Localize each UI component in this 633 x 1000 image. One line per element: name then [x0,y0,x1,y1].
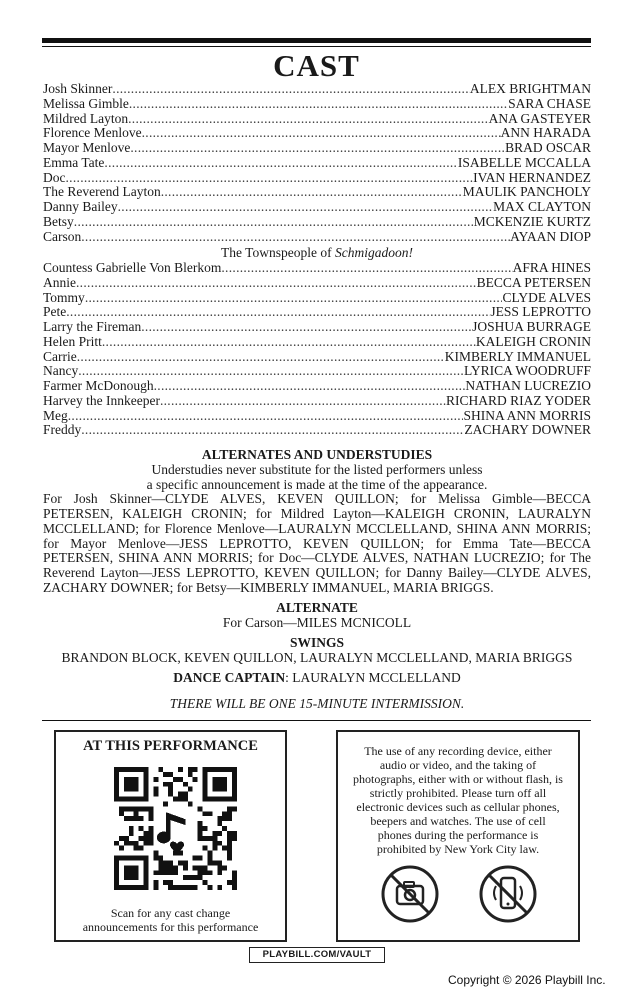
understudies-list: For Josh Skinner—CLYDE ALVES, KEVEN QUILLON; for Melissa Gimble—BECCA PETERSEN, KALEIGH CRONIN; for Mildred Layton—KALEIGH CRONIN, LAURALYN MCCLELLAND; for Florence Menlove—LAURALYN MCCLELLAND, SHINA ANN MORRIS; for Mayor Menlove—JESS LEPROTTO, KEVEN QUILLON; for Emma Tate—BECCA PETERSEN, SHINA ANN MORRIS; for Doc—CLYDE ALVES, NATHAN LUCREZIO; for The Reverend Layton—JESS LEPROTTO, KEVEN QUILLON; for Danny Bailey—CLYDE ALVES, ZACHARY DOWNER; for Betsy—KIMBERLY IMMANUEL, MARIA BRIGGS. [43,491,591,595]
dot-leader [142,126,501,141]
cast-row [43,320,591,335]
cast-row [43,185,591,200]
actor-name: ALEX BRIGHTMAN [469,81,591,96]
townspeople-cast [43,261,591,438]
actor-name: MAX CLAYTON [493,199,591,214]
intermission-section [43,697,591,712]
role-name: Doc [43,169,66,185]
dance-captain-label: DANCE CAPTAIN [173,670,286,685]
actor-name: MAULIK PANCHOLY [462,184,591,200]
role-name: Carrie [43,348,77,364]
alternate-section [43,601,591,631]
top-rule-thin [42,46,591,47]
cast-row [43,276,591,291]
copyright: Copyright © 2026 Playbill Inc. [448,973,606,987]
role-name: Harvey the Innkeeper [43,392,160,408]
cast-row [43,335,591,350]
role-name: Florence Menlove [43,125,142,141]
recording-notice-box [336,730,580,942]
actor-name: SARA CHASE [508,95,591,111]
dot-leader [78,364,464,379]
cast-row [43,350,591,365]
cast-row [43,364,591,379]
actor-name: KALEIGH CRONIN [475,333,591,349]
page-title: CAST [273,48,360,83]
role-name: Freddy [43,422,82,438]
cast-row [43,156,591,171]
role-name: Carson [43,228,82,244]
actor-name: AFRA HINES [512,260,591,275]
actor-name: LYRICA WOODRUFF [463,363,591,379]
dot-leader [221,261,512,276]
dot-leader [102,335,476,350]
role-name: Meg [43,407,68,423]
cast-list [43,82,591,438]
townspeople-heading [43,246,591,261]
role-name: Melissa Gimble [43,95,129,111]
show-title: Schmigadoon! [334,245,413,261]
understudies-heading: ALTERNATES AND UNDERSTUDIES [201,447,433,462]
dot-leader [74,215,474,230]
dot-leader [104,156,457,171]
role-name: Mildred Layton [43,110,129,126]
dance-captain-text: : LAURALYN MCCLELLAND [285,670,461,685]
dot-leader [129,97,508,112]
alternate-heading: ALTERNATE [276,600,358,615]
cast-row [43,423,591,438]
dot-leader [118,200,494,215]
role-name: Farmer McDonough [43,378,154,393]
vault-link[interactable]: PLAYBILL.COM/VAULT [249,947,385,963]
role-name: Nancy [43,363,79,379]
actor-name: ISABELLE MCCALLA [457,154,591,170]
intermission-note: THERE WILL BE ONE 15-MINUTE INTERMISSION. [169,696,465,711]
dot-leader [81,230,510,245]
cast-row [43,305,591,320]
dot-leader [112,82,469,97]
actor-name: KIMBERLY IMMANUEL [444,348,591,364]
dot-leader [85,291,503,306]
swings-section [43,636,591,666]
role-name: Countess Gabrielle Von Blerkom [43,260,222,275]
actor-name: ZACHARY DOWNER [464,422,591,438]
actor-name: MCKENZIE KURTZ [473,213,591,229]
role-name: The Reverend Layton [43,184,161,200]
actor-name: CLYDE ALVES [502,289,591,305]
cast-row [43,215,591,230]
dot-leader [68,409,464,424]
dot-leader [160,394,446,409]
dot-leader [66,171,474,186]
qr-code-icon[interactable] [114,767,237,890]
role-name: Larry the Fireman [43,319,142,334]
music-note-icon [157,812,185,852]
performance-box-title: AT THIS PERFORMANCE [83,738,258,754]
cast-row [43,291,591,306]
dot-leader [141,320,472,335]
role-name: Pete [43,304,67,320]
actor-name: IVAN HERNANDEZ [473,169,591,185]
role-name: Josh Skinner [43,81,113,96]
dot-leader [66,305,490,320]
qr-caption [56,906,285,934]
actor-name: BECCA PETERSEN [476,274,591,290]
dot-leader [128,112,489,127]
actor-name: ANA GASTEYER [488,110,591,126]
cast-row [43,409,591,424]
dot-leader [130,141,505,156]
cast-row [43,379,591,394]
qr-caption-line-2: announcements for this performance [82,920,259,934]
cast-row [43,126,591,141]
townspeople-prefix: The Townspeople of [221,245,335,261]
cast-row [43,82,591,97]
understudies-note-2: a specific announcement is made at the time of the appearance. [146,476,488,492]
performance-box [54,730,287,942]
role-name: Emma Tate [43,154,105,170]
recording-notice: The use of any recording device, either audio or video, and the taking of photographs, either with or without flash, is strictly prohibited. Please turn off all electronic devices such as cellular phones, beepers and watches. The use of cell phones during the performance is prohibited by New York City law. [353,744,563,856]
understudies-section [43,448,591,596]
alternate-text: For Carson—MILES MCNICOLL [222,614,412,630]
role-name: Mayor Menlove [43,140,131,155]
understudies-note-1: Understudies never substitute for the listed performers unless [151,461,483,477]
cast-row [43,97,591,112]
role-name: Tommy [43,289,85,305]
dot-leader [161,185,463,200]
role-name: Helen Pritt [43,333,102,349]
cast-row [43,141,591,156]
swings-heading: SWINGS [289,635,345,650]
section-divider [42,720,591,721]
cast-row [43,200,591,215]
swings-text: BRANDON BLOCK, KEVEN QUILLON, LAURALYN MCCLELLAND, MARIA BRIGGS [61,649,573,665]
actor-name: SHINA ANN MORRIS [463,407,591,423]
actor-name: NATHAN LUCREZIO [465,378,591,393]
cast-row [43,261,591,276]
cast-row [43,112,591,127]
role-name: Betsy [43,213,74,229]
dot-leader [154,379,466,394]
dot-leader [77,350,445,365]
actor-name: RICHARD RIAZ YODER [446,392,591,408]
dot-leader [81,423,464,438]
actor-name: JOSHUA BURRAGE [472,319,591,334]
cast-row [43,230,591,245]
cast-row [43,171,591,186]
dance-captain-section [43,671,591,686]
no-camera-icon [380,864,440,924]
role-name: Annie [43,274,76,290]
cast-row [43,394,591,409]
actor-name: AYAAN DIOP [510,228,591,244]
actor-name: BRAD OSCAR [505,140,591,155]
actor-name: JESS LEPROTTO [490,304,591,320]
role-name: Danny Bailey [43,199,118,214]
qr-caption-line-1: Scan for any cast change [110,906,231,920]
principal-cast [43,82,591,244]
actor-name: ANN HARADA [500,125,591,141]
dot-leader [76,276,477,291]
top-rule [42,38,591,43]
no-cellphone-icon [478,864,538,924]
